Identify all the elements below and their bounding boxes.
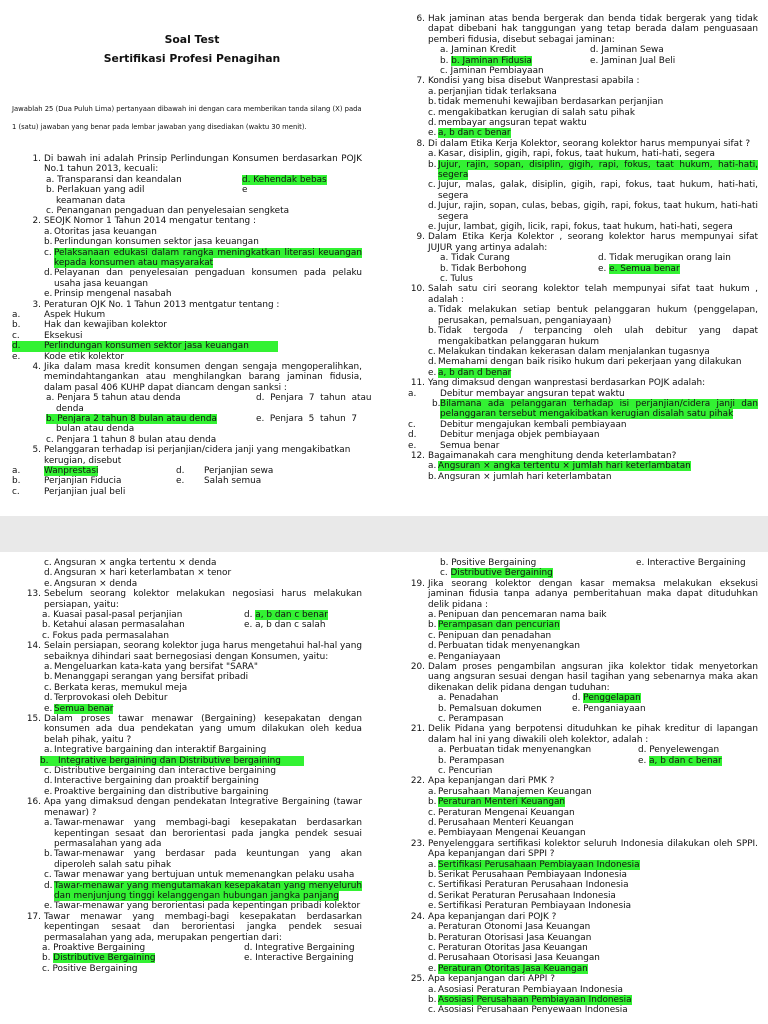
right-column <box>408 558 758 1016</box>
option-b: b. Perlakuan yang adil <box>46 185 145 196</box>
option-a-answer: Wanprestasi <box>44 466 99 477</box>
option-d: d. Jujur, rajin, sopan, culas, bebas, gigih, rapi, fokus, taat hukum, hati-hati segera <box>428 201 758 222</box>
option-d: d. Tidak merugikan orang lain <box>598 253 731 264</box>
page-subtitle: Sertifikasi Profesi Penagihan <box>103 52 281 65</box>
option-c: c. Debitur mengajukan kembali pembiayaan <box>408 419 627 430</box>
option-c-answer: c. Pelaksanaan edukasi dalam rangka meningkatkan literasi keuangan kepada konsumen atau masyarakat <box>44 247 362 268</box>
option-b: b. Angsuran × jumlah hari keterlambatan <box>428 471 612 482</box>
option-d-answer: d. a, b dan c benar <box>244 610 328 621</box>
option-c: c. Peraturan Mengenai Keuangan <box>428 807 575 818</box>
option-b: b. Perampasan <box>438 755 505 766</box>
option-c: c. Angsuran × angka tertentu × denda <box>44 558 217 568</box>
option-e-answer: e. e. Semua benar <box>598 263 680 274</box>
option-b-answer: b. Asosiasi Perusahaan Pembiayaan Indonesia <box>428 994 632 1005</box>
option-e-answer: e. a, b dan c benar <box>638 755 722 766</box>
option-e-answer: e. Peraturan Otoritas Jasa Keuangan <box>428 963 588 974</box>
option-e-answer: e. a, b dan d benar <box>428 367 512 378</box>
option-a-answer: a. Angsuran × angka tertentu × jumlah hari keterlambatan <box>428 461 691 472</box>
option-e: e. Angsuran × denda <box>44 578 138 589</box>
option-b: Perjanjian Fiducia <box>44 476 122 487</box>
question-11: 11. Yang dimaksud dengan wanprestasi berdasarkan POJK adalah: <box>410 378 706 389</box>
option-e: e. Penjara 5 tahun 7 <box>256 414 358 425</box>
option-a: a. Asosiasi Peraturan Pembiayaan Indonesia <box>428 984 623 995</box>
document-page-2 <box>0 552 768 1024</box>
option-a: a. Kasar, disiplin, gigih, rapi, fokus, taat hukum, hati-hati, segera <box>428 149 715 160</box>
option-c: c. Penjara 1 tahun 8 bulan atau denda <box>46 434 217 445</box>
option-c: c. Peraturan Otoritas Jasa Keuangan <box>428 942 588 953</box>
option-d: d. Perusahaan Otorisasi Jasa Keuangan <box>428 953 600 964</box>
option-d: d. Interactive bergaining dan proaktif bergaining <box>44 776 259 787</box>
option-e: e. Penganiayaan <box>572 703 646 714</box>
option-b: b. Menanggapi serangan yang bersifat pribadi <box>44 672 249 683</box>
option-b: b. Pemalsuan dokumen <box>438 703 542 714</box>
option-c: c. Jaminan Pembiayaan <box>440 66 544 76</box>
option-d: Perjanjian sewa <box>204 466 274 477</box>
question-1: 1. Di bawah ini adalah Prinsip Perlindungan Konsumen berdasarkan POJK No.1 tahun 2013, kecuali: <box>32 154 362 175</box>
option-e: e. Penganiayaan <box>428 651 501 662</box>
option-b: b. Tidak tergoda / terpancing oleh ulah debitur yang dapat mengakibatkan pelanggaran hukum <box>428 326 758 347</box>
question-6: 6. Hak jaminan atas benda bergerak dan benda tidak bergerak yang tidak dapat dibebani hak tanggungan yang tetap berada dalam penguasaan pemberi fidusia, disebut sebagai jaminan: <box>416 14 758 45</box>
option-c: c. Eksekusi <box>12 330 83 341</box>
option-a: a. Penipuan dan pencemaran nama baik <box>428 610 607 620</box>
option-e: e. Interactive Bergaining <box>244 953 354 964</box>
option-c: c. Berkata keras, memukul meja <box>44 682 188 693</box>
option-a: a. Penjara 5 tahun atau denda <box>46 393 181 404</box>
option-a: a. Perbuatan tidak menyenangkan <box>438 745 592 756</box>
option-c: c. Tawar menawar yang bertujuan untuk memenangkan pelaku usaha <box>44 870 355 881</box>
option-a: a. Otoritas jasa keuangan <box>44 226 157 237</box>
option-d-answer: d. Perlindungan konsumen sektor jasa keuangan <box>12 341 278 351</box>
option-e: e. a, b dan c salah <box>244 620 326 631</box>
option-e: e <box>242 185 248 196</box>
question-19: 19. Jika seorang kolektor dengan kasar memaksa melakukan eksekusi jaminan fidusia tanpa adanya pemberitahuan maka dapat dituduhkan delik pidana : <box>410 578 758 610</box>
instruction-line-2: 1 (satu) jawaban yang benar pada lembar jawaban yang disediakan (waktu 30 menit). <box>12 123 307 131</box>
question-12: 12. Bagaimanakah cara menghitung denda keterlambatan? <box>410 450 677 461</box>
option-c: c. Fokus pada permasalahan <box>42 630 169 641</box>
option-e: e. Sertifikasi Peraturan Pembiayaan Indonesia <box>428 901 632 912</box>
question-14: 14. Selain persiapan, seorang kolektor juga harus mengetahui hal-hal yang sebaiknya dihindari saat bernegosiasi dengan Konsumen, yaitu: <box>26 641 362 662</box>
option-e: e. Semua benar <box>408 440 500 451</box>
option-e: e. Proaktive bergaining dan distributive bargaining <box>44 786 269 797</box>
option-d: d. Debitur menjaga objek pembiayaan <box>408 430 600 441</box>
question-24: 24. Apa kepanjangan dari POJK ? <box>410 911 557 922</box>
option-a: a. Aspek Hukum <box>12 310 106 321</box>
option-c: c. Positive Bergaining <box>42 963 138 974</box>
question-5: 5. Pelanggaran terhadap isi perjanjian/cidera janji yang mengakibatkan kerugian, disebut <box>32 445 351 466</box>
option-b-answer: b. b. Jaminan Fidusia <box>440 55 532 66</box>
option-b-answer: b. Integrative bergaining dan Distributive bergaining <box>40 756 304 766</box>
option-a: a. Tawar-menawar yang membagi-bagi kesepakatan berdasarkan kepentingan sesaat dan berorientasi pada jangka pendek sesuai permasalahan yang ada <box>44 818 362 849</box>
question-10: 10. Salah satu ciri seorang kolektor telah mempunyai sifat taat hukum , adalah : <box>410 284 758 305</box>
instruction-line-1: Jawablah 25 (Dua Puluh Lima) pertanyaan dibawah ini dengan cara memberikan tanda silang (X) pada <box>12 105 362 113</box>
question-22: 22. Apa kepanjangan dari PMK ? <box>410 776 555 787</box>
option-b-answer: b. Distributive Bergaining <box>42 953 156 964</box>
option-a: a. perjanjian tidak terlaksana <box>428 86 557 97</box>
question-13: 13. Sebelum seorang kolektor melakukan negosiasi harus melakukan persiapan, yaitu: <box>26 589 362 610</box>
option-e: e. Jaminan Jual Beli <box>590 55 676 66</box>
option-c: c. mengakibatkan kerugian di salah satu pihak <box>428 107 635 118</box>
question-21: 21. Delik Pidana yang berpotensi dituduhkan ke pihak kreditur di lapangan dalam hal ini yang diwakili oleh kolektor, adalah : <box>410 724 758 745</box>
option-d-answer: d. Penggelapan <box>572 693 641 704</box>
page-title: Soal Test <box>164 33 220 46</box>
option-d: d. Penyelewengan <box>638 745 720 756</box>
option-a: a. Perusahaan Manajemen Keuangan <box>428 786 592 797</box>
question-4: 4. Jika dalam masa kredit konsumen dengan sengaja mengoperalihkan, memindahtangankan atau menghilangkan barang jaminan fidusia, dalam pasal 406 KUHP dapat diancam dengan sanksi : <box>32 362 362 393</box>
option-c: c. Pencurian <box>438 766 493 777</box>
option-a: a. Debitur membayar angsuran tepat waktu <box>408 388 625 399</box>
option-c: c. Melakukan tindakan kekerasan dalam menjalankan tugasnya <box>428 346 710 357</box>
question-16: 16. Apa yang dimaksud dengan pendekatan Integrative Bergaining (tawar menawar) ? <box>26 797 362 818</box>
option-c: c. Asosiasi Perusahaan Penyewaan Indonesia <box>428 1005 628 1016</box>
question-15: 15. Dalam proses tawar menawar (Bergaining) kesepakatan dengan konsumen ada dua pendekatan yang umum dilakukan oleh kedua belah pihak, yaitu ? <box>26 714 362 745</box>
option-e-answer: e. a, b dan c benar <box>428 128 511 139</box>
option-a: a. Jaminan Kredit <box>440 45 517 56</box>
left-column <box>24 558 362 974</box>
question-25: 25. Apa kepanjangan dari APPI ? <box>410 974 555 985</box>
question-17: 17. Tawar menawar yang membagi-bagi kesepakatan berdasarkan kepentingan sesaat dan berorientasi jangka pendek sesuai permasalahan yang ada, merupakan pengertian dari: <box>26 911 362 943</box>
option-b: b. Tawar-menawar yang berdasar pada keuntungan yang akan diperoleh salah satu pihak <box>44 849 362 870</box>
option-d: d. Serikat Peraturan Perusahaan Indonesia <box>428 890 616 901</box>
option-b-answer: b. Peraturan Menteri Keuangan <box>428 797 566 808</box>
question-7: 7. Kondisi yang bisa disebut Wanprestasi apabila : <box>416 76 640 87</box>
option-d: d. Memahami dengan baik risiko hukum dari pekerjaan yang dilakukan <box>428 357 742 368</box>
option-d-answer: d. Kehendak bebas <box>242 174 327 185</box>
option-b: b. tidak memenuhi kewajiban berdasarkan perjanjian <box>428 97 664 108</box>
option-a-answer: a. Sertifikasi Perusahaan Pembiayaan Indonesia <box>428 859 640 870</box>
option-e-answer: e. Semua benar <box>44 703 114 714</box>
option-d: d. Penjara 7 tahun atau <box>256 393 372 404</box>
question-8: 8. Di dalam Etika Kerja Kolektor, seorang kolektor harus mempunyai sifat ? <box>416 138 751 149</box>
option-b-answer: b. Jujur, rajin, sopan, disiplin, gigih, rapi, fokus, taat hukum, hati-hati, segera <box>428 159 758 181</box>
option-e: e. Jujur, lambat, gigih, licik, rapi, fokus, taat hukum, hati-hati, segera <box>428 222 733 233</box>
option-c: c. Sertifikasi Peraturan Perusahaan Indonesia <box>428 880 629 891</box>
option-b: b. Hak dan kewajiban kolektor <box>12 320 167 331</box>
option-b: b. Ketahui alasan permasalahan <box>42 620 185 631</box>
option-c: c. Perampasan <box>438 714 504 725</box>
option-e: e. Pembiayaan Mengenai Keuangan <box>428 828 586 839</box>
option-b-answer: b. Bilamana ada pelanggaran terhadap isi perjanjian/cidera janji dan pelanggaran tersebut mengakibatkan kerugian disalah satu pihak <box>432 398 758 420</box>
option-e-cont: keamanan data <box>56 195 126 206</box>
option-a: a. Transparansi dan keandalan <box>46 174 182 185</box>
option-b: b. Perlindungan konsumen sektor jasa keuangan <box>44 237 259 248</box>
left-column: 1. Di bawah ini adalah Prinsip Perlindungan Konsumen berdasarkan POJK No.1 tahun 2013, kecuali: a. Transparansi dan keandalan d. Kehendak bebas b. Perlakuan yang adil e keamanan data c. Penanganan pengaduan dan penyelesaian sengketa 2. SEOJK Nomor 1 Tahun 2014 mengatur tentang : a. Otoritas jasa keuangan b. Perlindungan konsumen sektor jasa keuangan c. Pelaksanaan edukasi dalam rangka meningkatkan literasi keuangan kepada konsumen atau masyarakat d. Pelayanan dan penyelesaian pengaduan konsumen pada pelaku usaha jasa keuangan e. Prinsip mengenal nasabah 3. Peraturan OJK No. 1 Tahun 2013 mentgatur tentang : a. Aspek Hukum b. Hak dan kewajiban kolektor c. Eksekusi d. Perlindungan konsumen sektor jasa keuangan e. Kode etik kolektor 4. Jika dalam masa kredit konsumen dengan sengaja mengoperalihkan, memindahtangankan atau menghilangkan barang jaminan fidusia, dalam pasal 406 KUHP dapat diancam dengan sanksi : a. Penjara 5 tahun atau denda d. Penjara 7 tahun atau denda b. Penjara 2 tahun 8 bulan atau denda e. Penjara 5 tahun 7 bulan atau denda c. Penjara 1 tahun 8 bulan atau denda 5. Pelanggaran terhadap isi perjanjian/cidera janji yang mengakibatkan kerugian, disebut a. Wanprestasi d. Perjanjian sewa b. Perjanjian Fiducia e. Salah semua c. Perjanjian jual beli <box>12 154 372 497</box>
option-c-answer: c. Distributive Bergaining <box>440 568 553 579</box>
option-c: c. Penanganan pengaduan dan penyelesaian sengketa <box>46 205 290 216</box>
option-d: d. Perbuatan tidak menyenangkan <box>428 641 580 652</box>
option-e: e. Kode etik kolektor <box>12 351 124 362</box>
option-a: a. Tidak melakukan setiap bentuk pelanggaran hukum (penggelapan, perusakan, pemalsuan, penganiayaan) <box>428 305 758 326</box>
option-d: d. membayar angsuran tepat waktu <box>428 118 587 129</box>
option-a: a. Kuasai pasal-pasal perjanjian <box>42 610 183 621</box>
option-a: a. Integrative bargaining dan interaktif Bargaining <box>44 745 267 756</box>
option-c: c. Jujur, malas, galak, disiplin, gigih, rapi, fokus, taat hukum, hati-hati, segera <box>428 180 758 201</box>
option-b: b. Tidak Berbohong <box>440 263 527 274</box>
option-a: a. Tidak Curang <box>440 253 510 264</box>
right-column <box>408 14 758 482</box>
option-d: d. Integrative Bergaining <box>244 942 355 953</box>
option-a: a. Penadahan <box>438 693 499 704</box>
option-c: c. Tulus <box>440 274 473 285</box>
option-d-answer: d. Tawar-menawar yang mengutamakan kesepakatan yang menyeluruh dan menjunjung tinggi kelanggengan hubungan jangka panjang <box>44 880 362 901</box>
option-a: a. Peraturan Otonomi Jasa Keuangan <box>428 922 591 933</box>
question-23: 23. Penyelenggara sertifikasi kolektor seluruh Indonesia dilakukan oleh SPPI. Apa kepanjangan dari SPPI ? <box>410 838 758 860</box>
option-b: b. Positive Bergaining <box>440 558 537 568</box>
question-2: 2. SEOJK Nomor 1 Tahun 2014 mengatur tentang : <box>32 216 256 227</box>
option-d: d. Angsuran × hari keterlambatan × tenor <box>44 568 232 579</box>
option-e: e. Tawar-menawar yang berorientasi pada kepentingan pribadi kolektor <box>44 901 361 912</box>
option-a: a. Mengeluarkan kata-kata yang bersifat "SARA" <box>44 662 258 673</box>
question-3: 3. Peraturan OJK No. 1 Tahun 2013 mentgatur tentang : <box>32 299 280 310</box>
option-e: Salah semua <box>204 476 262 487</box>
option-d: d. Jaminan Sewa <box>590 45 664 56</box>
option-e: e. Interactive Bergaining <box>636 558 746 568</box>
option-d: d. Terprovokasi oleh Debitur <box>44 693 168 704</box>
option-d: d. Perusahaan Menteri Keuangan <box>428 818 574 829</box>
option-b: b. Serikat Perusahaan Pembiayaan Indonesia <box>428 870 627 881</box>
option-b-answer: b. Perampasan dan pencurian <box>428 620 560 631</box>
option-e: e. Prinsip mengenal nasabah <box>44 289 172 300</box>
option-c: Perjanjian jual beli <box>44 486 126 497</box>
option-d: d. Pelayanan dan penyelesaian pengaduan konsumen pada pelaku usaha jasa keuangan <box>44 268 362 289</box>
option-b-answer: b. Penjara 2 tahun 8 bulan atau denda <box>46 414 217 425</box>
option-a: a. Proaktive Bergaining <box>42 942 146 953</box>
question-20: 20. Dalam proses pengambilan angsuran jika kolektor tidak menyetorkan uang angsuran sesuai dengan hasil tagihan yang sebenarnya maka akan dikenakan delik pidana dengan tuduhan: <box>410 662 758 693</box>
option-b: b. Peraturan Otorisasi Jasa Keuangan <box>428 932 592 943</box>
option-c: c. Distributive bergaining dan interactive bergaining <box>44 766 277 777</box>
option-c: c. Penipuan dan penadahan <box>428 630 552 641</box>
question-9: 9. Dalam Etika Kerja Kolektor , seorang kolektor harus mempunyai sifat JUJUR yang artinya adalah: <box>416 232 758 253</box>
